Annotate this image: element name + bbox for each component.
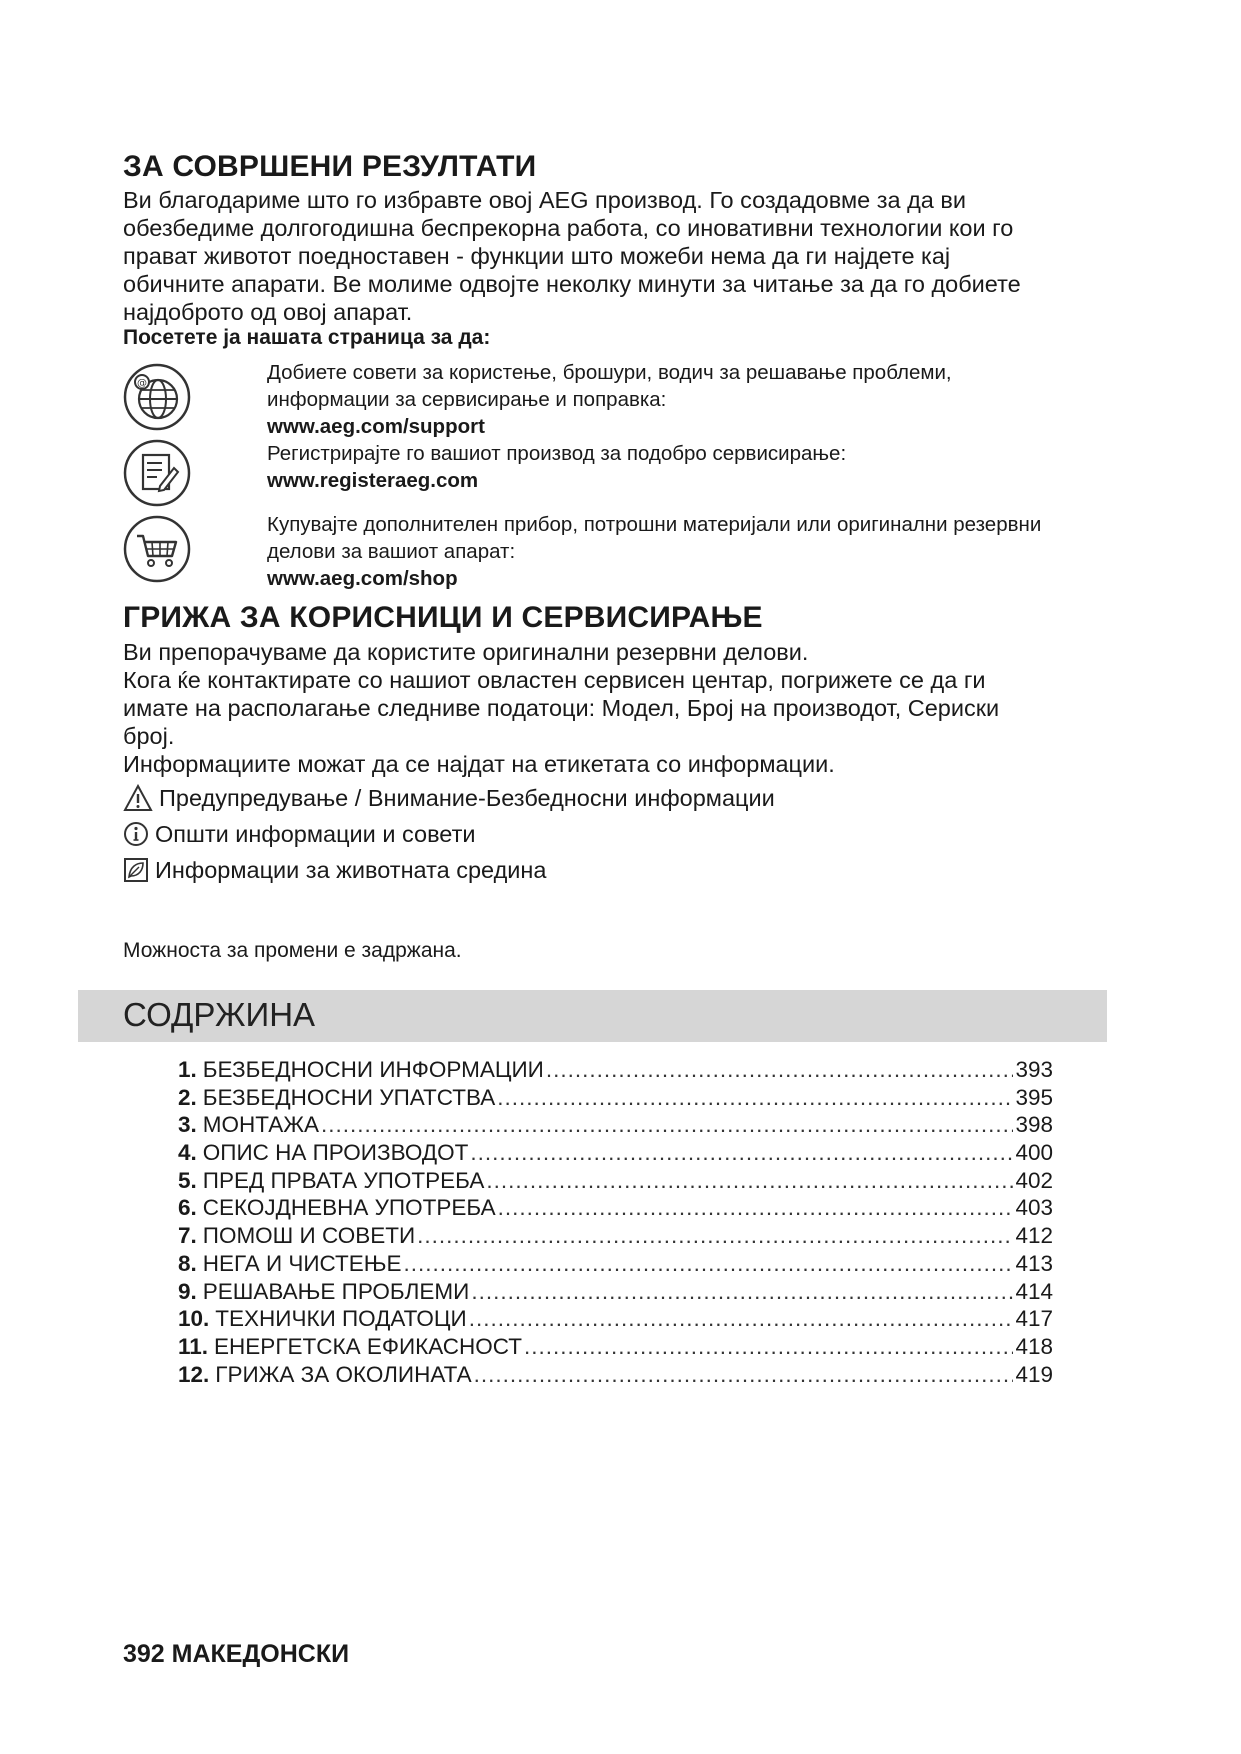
- info-icon: [123, 821, 149, 847]
- table-of-contents: [178, 1056, 1053, 1388]
- support-link[interactable]: www.aeg.com/support: [267, 415, 485, 438]
- toc-page-number: 418: [1015, 1333, 1053, 1359]
- toc-label: БЕЗБЕДНОСНИ ИНФОРМАЦИИ: [202, 1057, 544, 1082]
- toc-leader-dots: [546, 1056, 1014, 1084]
- toc-number: 9.: [178, 1278, 197, 1304]
- toc-number: 4.: [178, 1140, 197, 1166]
- care-line: Информациите можат да се најдат на етикетата со информации.: [123, 751, 835, 777]
- symbol-legend: [123, 780, 775, 888]
- toc-number: 5.: [178, 1167, 197, 1193]
- toc-leader-dots: [497, 1084, 1013, 1112]
- customer-care-paragraph: [123, 638, 1123, 778]
- legend-text: Предупредување / Внимание-Безбедносни информации: [159, 785, 775, 811]
- section-title-results: ЗА СОВРШЕНИ РЕЗУЛТАТИ: [123, 150, 537, 183]
- shopping-cart-icon: [122, 514, 192, 584]
- leaf-environment-icon: [123, 857, 149, 883]
- toc-entry[interactable]: [178, 1139, 1053, 1167]
- toc-page-number: 400: [1015, 1140, 1053, 1166]
- intro-paragraph: [123, 186, 1123, 326]
- toc-entry[interactable]: [178, 1194, 1053, 1222]
- toc-label: НЕГА И ЧИСТЕЊЕ: [202, 1250, 402, 1276]
- service-line: делови за вашиот апарат:: [267, 540, 516, 563]
- care-line: Ви препорачуваме да користите оригинални резервни делови.: [123, 639, 809, 665]
- service-line: информации за сервисирање и поправка:: [267, 388, 667, 411]
- toc-number: 8.: [178, 1250, 197, 1276]
- footer-language: МАКЕДОНСКИ: [171, 1640, 350, 1668]
- intro-line: обичните апарати. Ве молиме одвојте неколку минути за читање за да го добиете: [123, 271, 1021, 297]
- toc-leader-dots: [469, 1305, 1014, 1333]
- toc-number: 3.: [178, 1112, 197, 1138]
- toc-title: СОДРЖИНА: [123, 996, 316, 1033]
- toc-entry[interactable]: [178, 1278, 1053, 1306]
- toc-leader-dots: [524, 1333, 1013, 1361]
- toc-entry[interactable]: [178, 1305, 1053, 1333]
- toc-leader-dots: [474, 1361, 1014, 1389]
- toc-number: 11.: [178, 1333, 209, 1359]
- section-title-customer-care: ГРИЖА ЗА КОРИСНИЦИ И СЕРВИСИРАЊЕ: [123, 601, 763, 634]
- toc-number: 1.: [178, 1057, 197, 1082]
- toc-label: СЕКОЈДНЕВНА УПОТРЕБА: [202, 1195, 496, 1221]
- register-link[interactable]: www.registeraeg.com: [267, 469, 479, 492]
- toc-page-number: 402: [1015, 1167, 1053, 1193]
- toc-label: ТЕХНИЧКИ ПОДАТОЦИ: [215, 1306, 467, 1332]
- toc-entry[interactable]: [178, 1222, 1053, 1250]
- changes-reserved-note: Можноста за промени е задржана.: [123, 939, 462, 962]
- toc-leader-dots: [471, 1278, 1013, 1306]
- toc-page-number: 413: [1015, 1250, 1053, 1276]
- care-line: број.: [123, 723, 175, 749]
- toc-page-number: 403: [1015, 1195, 1053, 1221]
- service-support: [267, 359, 1147, 494]
- care-line: имате на располагање следниве податоци: Модел, Број на производот, Сериски: [123, 695, 1000, 721]
- care-line: Кога ќе контактирате со нашиот овластен сервисен центар, погрижете се да ги: [123, 667, 986, 693]
- toc-entry[interactable]: [178, 1111, 1053, 1139]
- toc-page-number: 414: [1015, 1278, 1053, 1304]
- shop-link[interactable]: www.aeg.com/shop: [267, 567, 458, 590]
- service-line: Купувајте дополнителен прибор, потрошни материјали или оригинални резервни: [267, 513, 1042, 536]
- toc-leader-dots: [321, 1111, 1013, 1139]
- legend-item: [123, 852, 775, 888]
- toc-label: БЕЗБЕДНОСНИ УПАТСТВА: [202, 1084, 496, 1110]
- footer-page-number: 392: [123, 1640, 165, 1668]
- toc-page-number: 417: [1015, 1306, 1053, 1332]
- legend-item: [123, 780, 775, 816]
- legend-text: Информации за животната средина: [155, 857, 547, 883]
- toc-page-number: 398: [1015, 1112, 1053, 1138]
- toc-leader-dots: [417, 1222, 1013, 1250]
- intro-line: прават животот поедноставен - функции што можеби нема да ги најдете кај: [123, 243, 951, 269]
- toc-leader-dots: [486, 1167, 1013, 1195]
- register-document-icon: [122, 438, 192, 508]
- toc-number: 7.: [178, 1223, 197, 1249]
- toc-leader-dots: [470, 1139, 1013, 1167]
- toc-page-number: 419: [1015, 1361, 1053, 1387]
- toc-label: МОНТАЖА: [202, 1112, 320, 1138]
- toc-entry[interactable]: [178, 1167, 1053, 1195]
- toc-label: РЕШАВАЊЕ ПРОБЛЕМИ: [202, 1278, 470, 1304]
- toc-label: ОПИС НА ПРОИЗВОДОТ: [202, 1140, 469, 1166]
- toc-page-number: 395: [1015, 1084, 1053, 1110]
- intro-line: Ви благодариме што го избравте овој AEG производ. Го создадовме за да ви: [123, 187, 967, 213]
- toc-number: 2.: [178, 1084, 197, 1110]
- service-line: Регистрирајте го вашиот производ за подобро сервисирање:: [267, 442, 847, 465]
- visit-label: Посетете ја нашата страница за да:: [123, 326, 491, 349]
- toc-page-number: 393: [1015, 1057, 1053, 1082]
- globe-icon: [122, 362, 192, 432]
- service-shop: [267, 511, 1147, 592]
- toc-label: ЕНЕРГЕТСКА ЕФИКАСНОСТ: [214, 1333, 523, 1359]
- service-line: Добиете совети за користење, брошури, водич за решавање проблеми,: [267, 361, 952, 384]
- legend-text: Општи информации и совети: [155, 821, 476, 847]
- toc-entry[interactable]: [178, 1333, 1053, 1361]
- toc-header-band: [78, 990, 1107, 1042]
- toc-entry[interactable]: [178, 1250, 1053, 1278]
- toc-label: ПРЕД ПРВАТА УПОТРЕБА: [202, 1167, 485, 1193]
- svg-text:@: @: [137, 378, 147, 389]
- page-footer: [123, 1640, 349, 1669]
- toc-number: 12.: [178, 1361, 210, 1387]
- toc-label: ГРИЖА ЗА ОКОЛИНАТА: [215, 1361, 472, 1387]
- intro-line: најдоброто од овој апарат.: [123, 299, 413, 325]
- toc-leader-dots: [498, 1194, 1014, 1222]
- toc-entry[interactable]: [178, 1361, 1053, 1389]
- toc-page-number: 412: [1015, 1223, 1053, 1249]
- warning-triangle-icon: [123, 784, 153, 812]
- toc-number: 6.: [178, 1195, 197, 1221]
- intro-line: обезбедиме долгогодишна беспрекорна работа, со иновативни технологии кои го: [123, 215, 1014, 241]
- toc-leader-dots: [404, 1250, 1014, 1278]
- toc-entry[interactable]: [178, 1084, 1053, 1112]
- toc-label: ПОМОШ И СОВЕТИ: [202, 1223, 416, 1249]
- toc-number: 10.: [178, 1306, 210, 1332]
- toc-entry[interactable]: [178, 1056, 1053, 1084]
- legend-item: [123, 816, 775, 852]
